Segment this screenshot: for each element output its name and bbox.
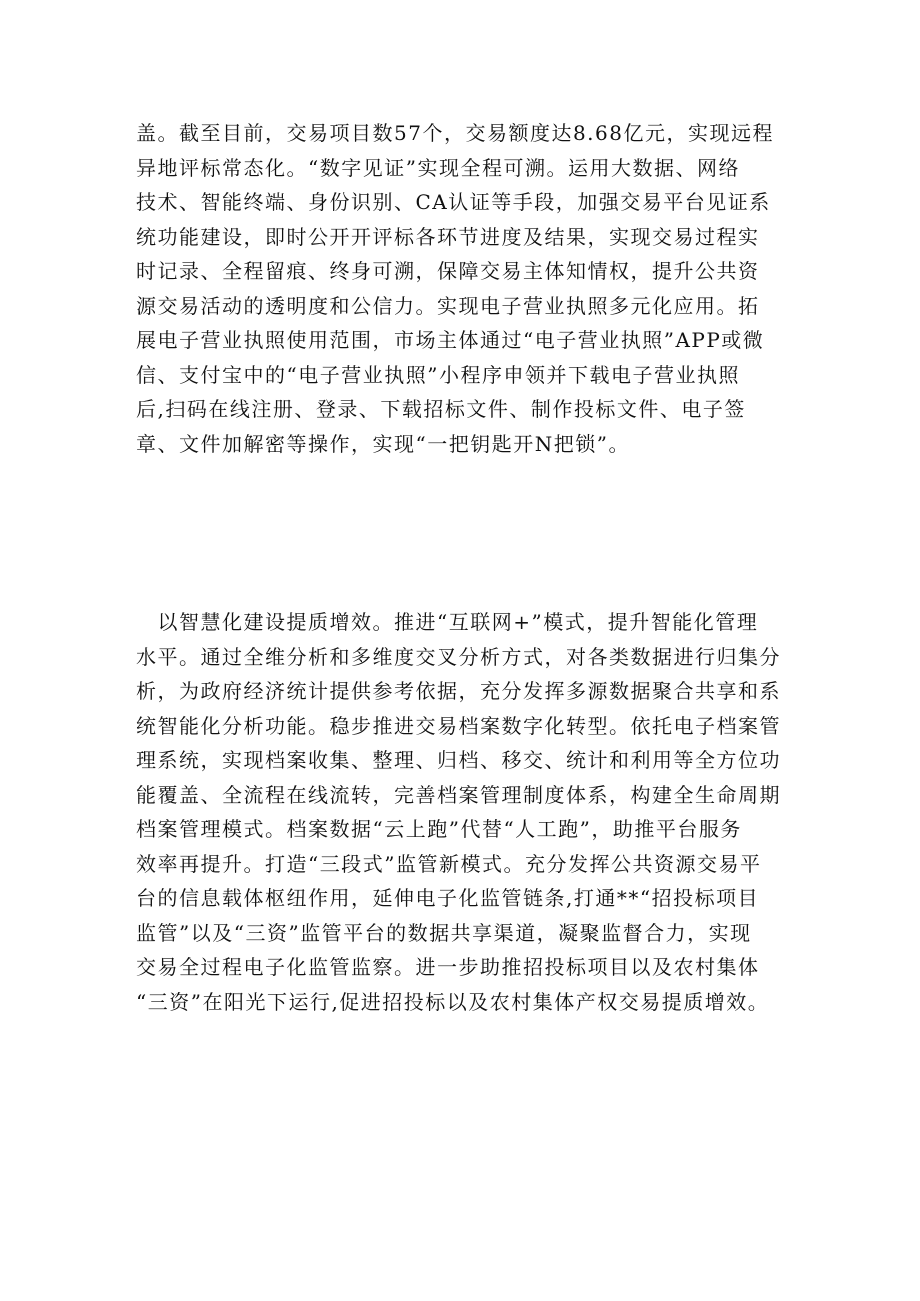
paragraph-line: 交易全过程电子化监管监察。进一步助推招投标项目以及农村集体 <box>136 955 760 979</box>
paragraph-line: 档案管理模式。档案数据“云上跑”代替“人工跑”，助推平台服务 <box>136 817 742 841</box>
paragraph-line: 信、支付宝中的“电子营业执照”小程序申领并下载电子营业执照 <box>136 362 740 387</box>
paragraph-line: 后,扫码在线注册、登录、下载招标文件、制作投标文件、电子签 <box>136 397 746 421</box>
paragraph-line: 析，为政府经济统计提供参考依据，充分发挥多源数据聚合共享和系 <box>136 679 781 703</box>
paragraph-line: 展电子营业执照使用范围，市场主体通过“电子营业执照”APP或微 <box>136 328 765 352</box>
paragraph-line: 技术、智能终端、身份识别、CA认证等手段，加强交易平台见证系 <box>136 190 771 214</box>
paragraph-2 <box>136 605 796 1019</box>
paragraph-line: 异地评标常态化。“数字见证”实现全程可溯。运用大数据、网络 <box>136 155 740 180</box>
paragraph-line: 统智能化分析功能。稳步推进交易档案数字化转型。依托电子档案管 <box>136 713 781 738</box>
paragraph-line: 监管”以及“三资”监管平台的数据共享渠道，凝聚监督合力，实现 <box>136 920 752 945</box>
paragraph-line: 水平。通过全维分析和多维度交叉分析方式，对各类数据进行归集分 <box>136 644 781 669</box>
paragraph-line: 理系统，实现档案收集、整理、归档、移交、统计和利用等全方位功 <box>136 748 781 772</box>
paragraph-line: “三资”在阳光下运行,促进招投标以及农村集体产权交易提质增效。 <box>136 989 770 1014</box>
paragraph-line: 以智慧化建设提质增效。推进“互联网+”模式，提升智能化管理 <box>136 610 759 634</box>
paragraph-1 <box>136 116 796 461</box>
paragraph-line: 统功能建设，即时公开开评标各环节进度及结果，实现交易过程实 <box>136 224 760 249</box>
paragraph-line: 源交易活动的透明度和公信力。实现电子营业执照多元化应用。拓 <box>136 293 760 318</box>
paragraph-line: 效率再提升。打造“三段式”监管新模式。充分发挥公共资源交易平 <box>136 851 762 876</box>
paragraph-line: 章、文件加解密等操作，实现“一把钥匙开N把锁”。 <box>136 431 630 456</box>
paragraph-line: 台的信息载体枢纽作用，延伸电子化监管链条,打通**“招投标项目 <box>136 886 760 910</box>
paragraph-line: 能覆盖、全流程在线流转，完善档案管理制度体系，构建全生命周期 <box>136 782 781 807</box>
paragraph-line: 盖。截至目前，交易项目数57个，交易额度达8.68亿元，实现远程 <box>136 121 774 145</box>
paragraph-line: 时记录、全程留痕、终身可溯，保障交易主体知情权，提升公共资 <box>136 259 760 283</box>
